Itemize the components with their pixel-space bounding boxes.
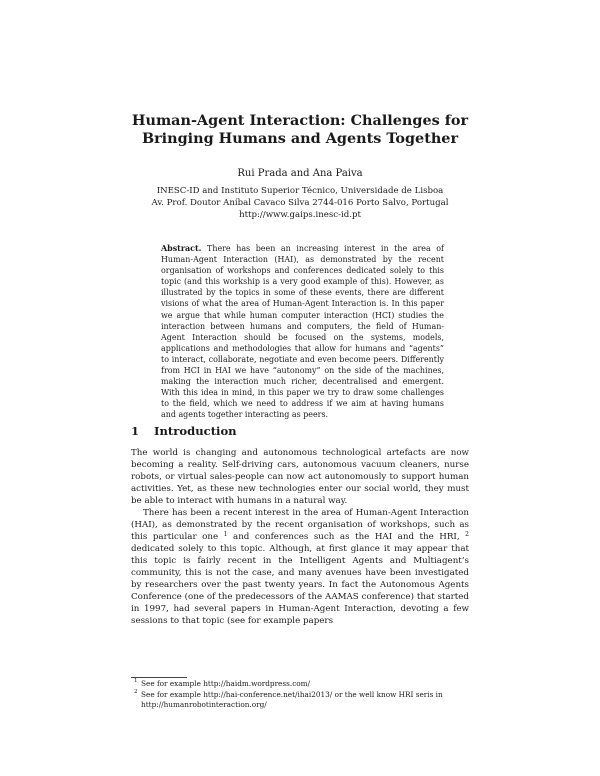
footnote-text: See for example http://hai-conference.net/ihai2013/ or the well know HRI seris in http://humanrobotinteraction.org/ <box>141 689 443 709</box>
paragraph-text: and conferences such as the HAI and the HRI, <box>233 532 460 542</box>
affiliation-block <box>100 186 500 221</box>
author-list: Rui Prada and Ana Paiva <box>237 168 363 179</box>
body-paragraph <box>131 507 469 627</box>
body-paragraph: The world is changing and autonomous technological artefacts are now becoming a reality. Self-driving cars, autonomous vacuum cleaners, nurse robots, or virtual sales-people can now act autonomously to support human activities. Yet, as these new technologies enter our social world, they must be able to interact with humans in a natural way. <box>131 448 469 506</box>
paragraph-text: There has been a recent interest in the area of Human-Agent Interaction (HAI), as demonstrated by the recent organisation of workshops, such as this particular one <box>131 508 469 542</box>
affiliation-address: Av. Prof. Doutor Aníbal Cavaco Silva 2744-016 Porto Salvo, Portugal <box>151 197 449 208</box>
footnotes <box>131 679 471 711</box>
abstract <box>161 243 444 421</box>
footnote-ref: 1 <box>223 531 228 538</box>
affiliation-line: INESC-ID and Instituto Superior Técnico, Universidade de Lisboa <box>156 186 444 196</box>
footnote-mark: 1 <box>134 678 138 684</box>
footnote-ref: 2 <box>465 531 469 538</box>
footnote-divider <box>131 677 187 678</box>
section-heading <box>131 424 471 438</box>
title-line: Human-Agent Interaction: Challenges for <box>131 112 469 129</box>
affiliation-url: http://www.gaips.inesc-id.pt <box>239 209 361 220</box>
section-number: 1 <box>131 424 140 438</box>
footnote <box>131 679 471 690</box>
abstract-label: Abstract. <box>161 244 202 253</box>
abstract-text: There has been an increasing interest in the area of Human-Agent Interaction (HAI), as demonstrated by the recent organisation of workshops and conferences dedicated solely to this topic (and this workship is a very good example of this). However, as illustrated by the topics in some of these events, there are different visions of what the area of Human-Agent Interaction is. In this paper we argue that while human computer interaction (HCI) studies the interaction between humans and computers, the field of Human-Agent Interaction should be focused on the systems, models, applications and methodologies that allow for humans and “agents” to interact, collaborate, negotiate and even become peers. Differently from HCI in HAI we have “autonomy” on the side of the machines, making the interaction much richer, decentralised and emergent. With this idea in mind, in this paper we try to draw some challenges to the field, which we need to address if we aim at having humans and agents together interacting as peers. <box>161 244 444 420</box>
paragraph-text: dedicated solely to this topic. Although, at first glance it may appear that this topic is fairly recent in the Intelligent Agents and Multiagent’s community, this is not the case, and many avenues have been investigated by researchers over the past twenty years. In fact the Autonomous Agents Conference (one of the predecessors of the AAMAS conference) that started in 1997, had several papers in Human-Agent Interaction, devoting a few sessions to that topic (see for example papers <box>131 544 469 626</box>
title-line: Bringing Humans and Agents Together <box>141 130 459 147</box>
footnote <box>131 690 471 711</box>
section-title: Introduction <box>154 424 237 438</box>
footnote-mark: 2 <box>134 688 138 695</box>
paper-title <box>100 112 500 148</box>
footnote-text: See for example http://haidm.wordpress.com/ <box>141 679 311 688</box>
